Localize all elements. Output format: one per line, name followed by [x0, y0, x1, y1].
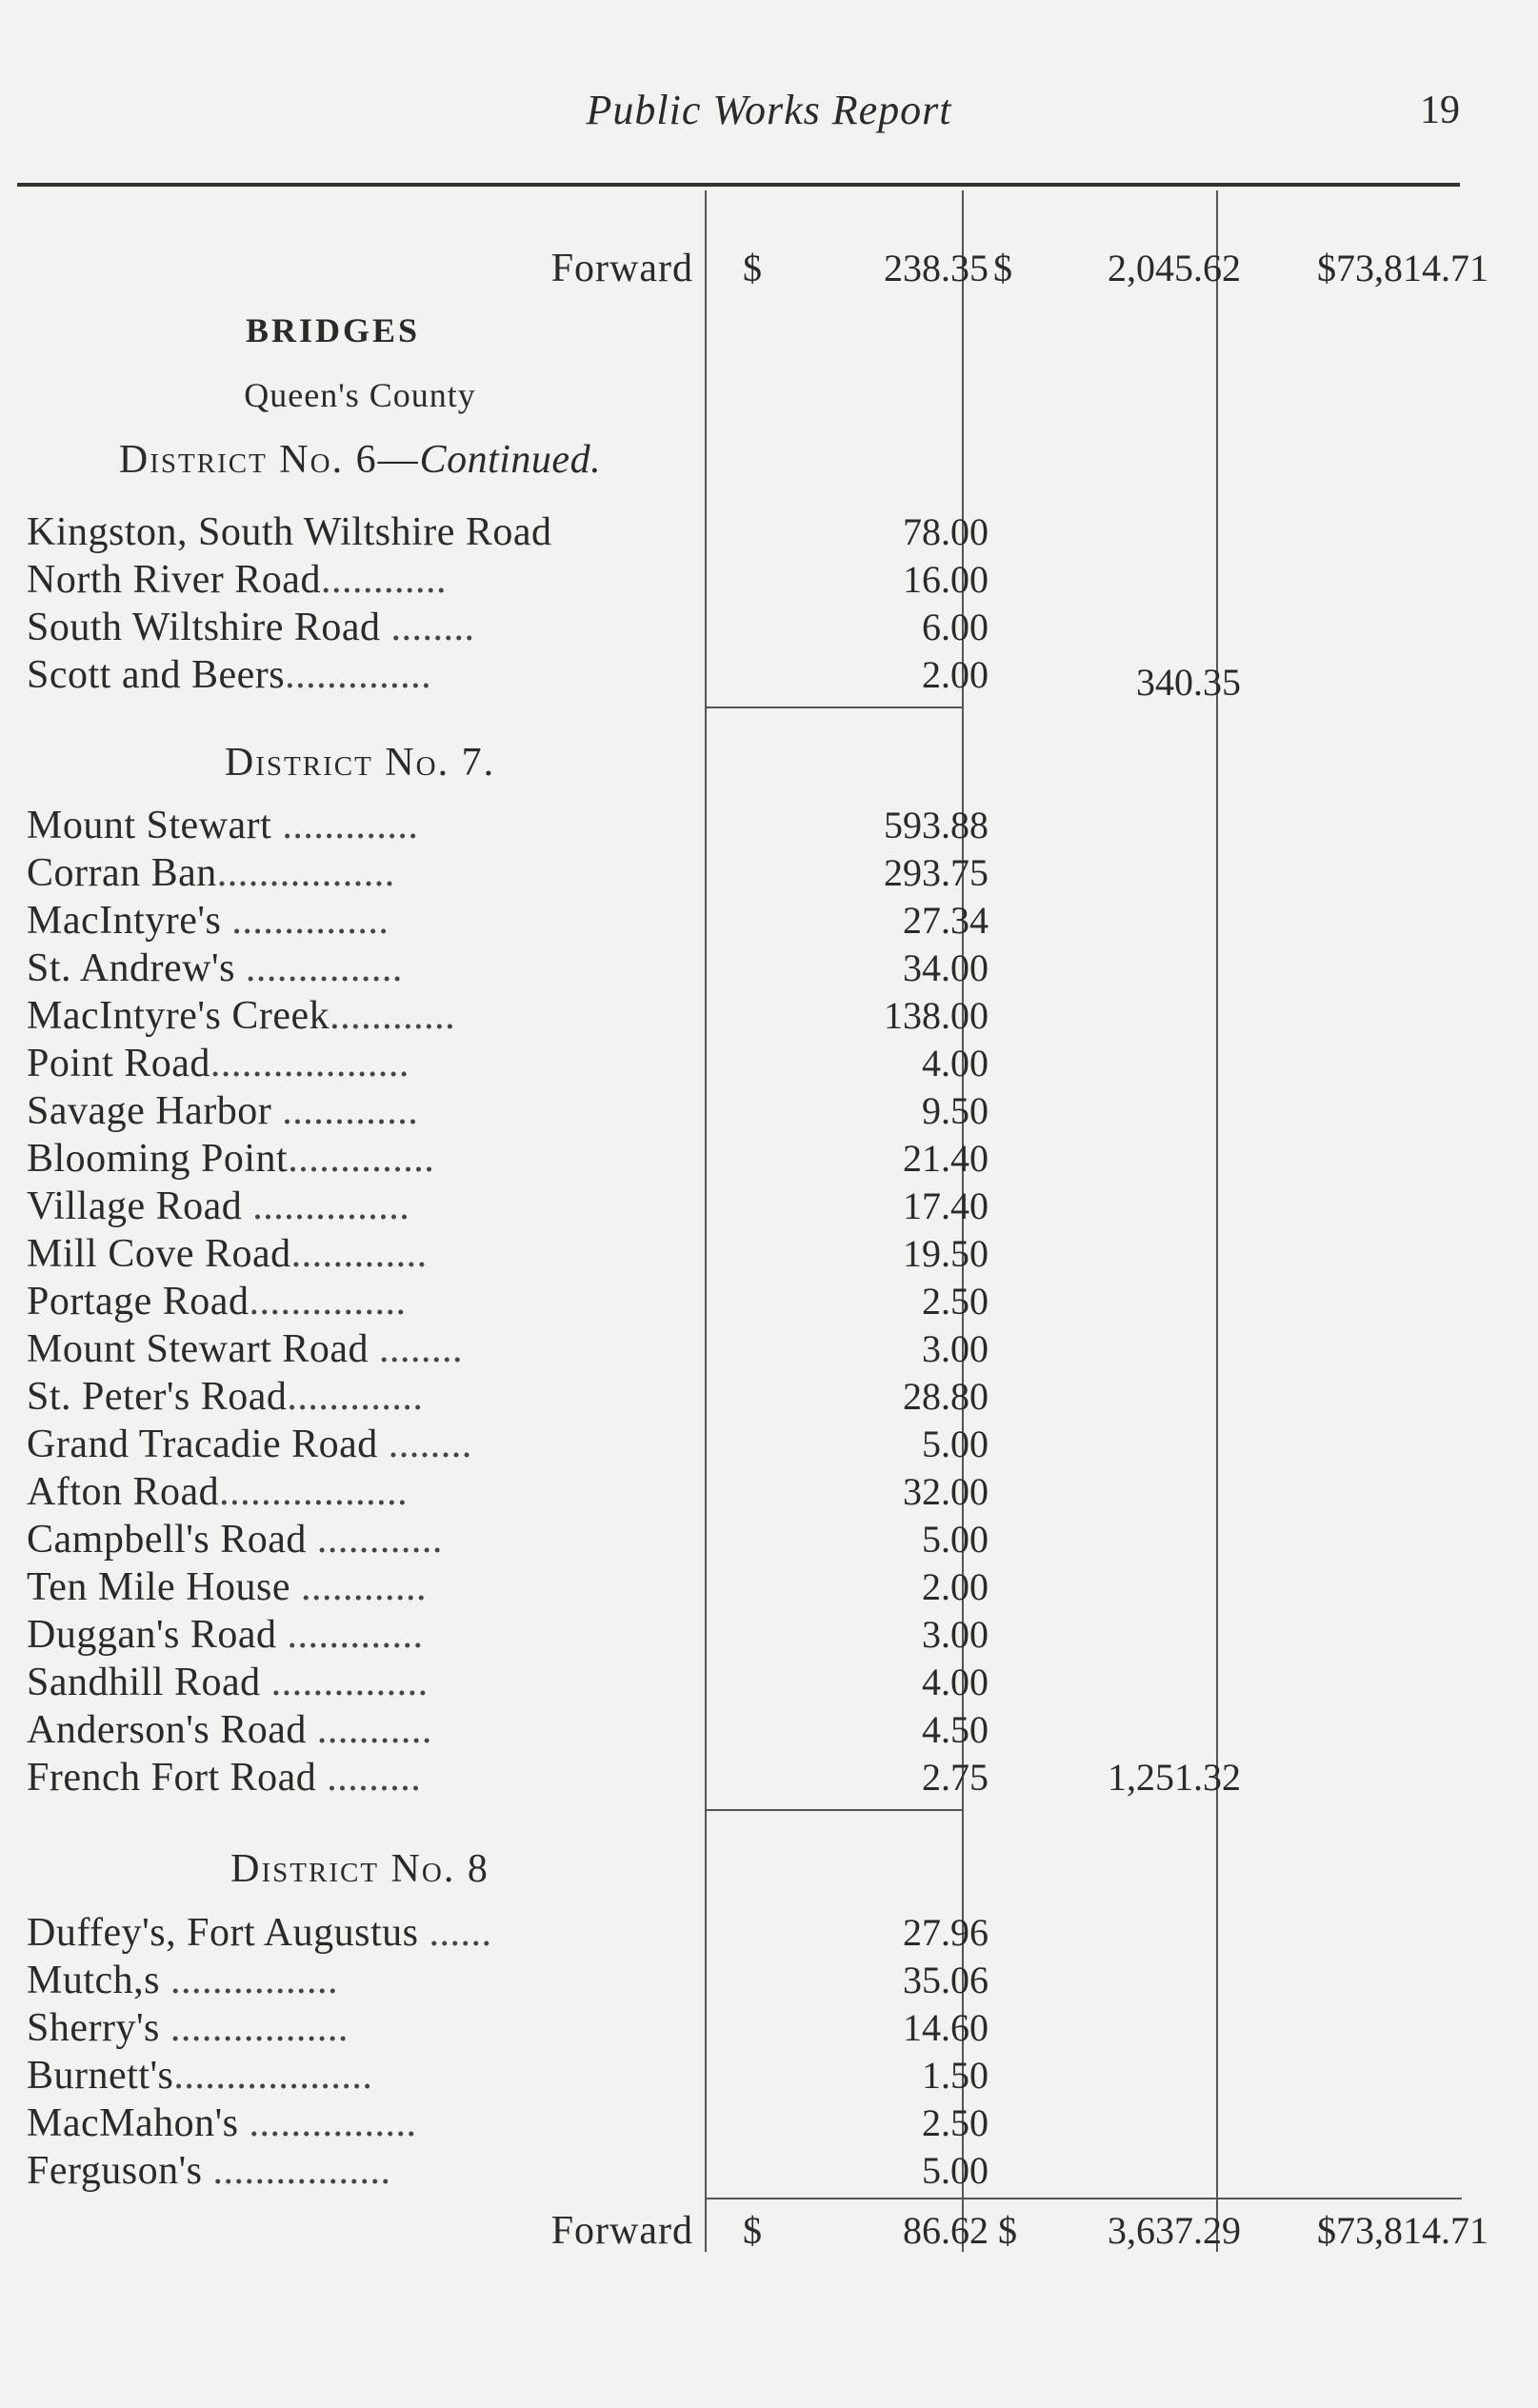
- section-title: [27, 307, 1474, 354]
- item-amount: 5.00: [922, 2149, 989, 2192]
- item-amount: 4.00: [922, 1042, 989, 1085]
- district7-heading-text: District No. 7.: [224, 741, 496, 785]
- forward-row-top: [27, 245, 1488, 292]
- list-item: Grand Tracadie Road ........ 5.00: [27, 1423, 989, 1466]
- item-name: Mutch,s: [27, 1959, 160, 2002]
- list-item: South Wiltshire Road ........ 6.00: [27, 606, 989, 649]
- item-amount: 35.06: [903, 1959, 989, 2001]
- forward-col1: 238.35: [884, 247, 989, 289]
- item-amount: 593.88: [884, 804, 989, 846]
- item-amount: 293.75: [884, 851, 989, 894]
- item-name: Duggan's Road: [27, 1613, 277, 1657]
- item-name: MacMahon's: [27, 2101, 239, 2145]
- list-item: Village Road ............... 17.40: [27, 1184, 989, 1228]
- list-item: Anderson's Road ........... 4.50: [27, 1708, 989, 1752]
- item-amount: 6.00: [922, 606, 989, 648]
- dollar-sign: $: [743, 247, 762, 289]
- forward-label: Forward: [550, 2209, 693, 2253]
- list-item: Burnett's................... 1.50: [27, 2054, 989, 2098]
- forward-col3: $73,814.71: [1317, 2209, 1488, 2252]
- item-amount: 2.00: [922, 653, 989, 696]
- top-rule: [17, 183, 1460, 187]
- item-amount: 138.00: [884, 994, 989, 1037]
- list-item: Sandhill Road ............... 4.00: [27, 1661, 989, 1704]
- item-amount: 2.00: [922, 1565, 989, 1608]
- item-amount: 2.75: [922, 1756, 989, 1799]
- item-name: Duffey's, Fort Augustus: [27, 1911, 419, 1955]
- list-item: Mount Stewart Road ........ 3.00: [27, 1327, 989, 1371]
- item-amount: 4.50: [922, 1708, 989, 1751]
- page-header: [0, 86, 1538, 152]
- list-item: Campbell's Road ............ 5.00: [27, 1518, 989, 1562]
- item-amount: 27.34: [903, 899, 989, 942]
- district6-heading: [27, 436, 1474, 484]
- item-amount: 78.00: [903, 510, 989, 553]
- district6-heading-continued: Continued.: [419, 438, 602, 482]
- list-item: Duggan's Road ............. 3.00: [27, 1613, 989, 1657]
- list-item: [27, 508, 1474, 556]
- item-name: Ferguson's: [27, 2149, 203, 2193]
- item-amount: 5.00: [922, 1518, 989, 1561]
- item-name: Afton Road: [27, 1470, 220, 1514]
- dollar-sign: $: [998, 2209, 1017, 2252]
- running-title: Public Works Report: [586, 87, 952, 133]
- item-name: Mill Cove Road: [27, 1232, 291, 1276]
- item-name: South Wiltshire Road: [27, 606, 381, 649]
- item-amount: 34.00: [903, 946, 989, 989]
- item-amount: 16.00: [903, 558, 989, 601]
- forward-label: Forward: [550, 247, 693, 290]
- item-name: Mount Stewart: [27, 804, 272, 847]
- page-number: 19: [1420, 89, 1460, 132]
- item-name: Blooming Point: [27, 1137, 289, 1181]
- item-name: Sandhill Road: [27, 1661, 261, 1704]
- item-name: Corran Ban: [27, 851, 217, 895]
- county-row: [27, 371, 1474, 419]
- item-amount: 28.80: [903, 1375, 989, 1418]
- subtotal-rule: [705, 1809, 962, 1811]
- list-item: Mount Stewart ............. 593.88: [27, 804, 989, 847]
- dollar-sign: $: [993, 247, 1012, 289]
- district6-total: 340.35: [1136, 661, 1241, 704]
- list-item: St. Peter's Road............. 28.80: [27, 1375, 989, 1419]
- subtotal-rule: [705, 706, 962, 708]
- district7-total: 1,251.32: [1108, 1756, 1241, 1799]
- list-item: MacIntyre's Creek............ 138.00: [27, 994, 989, 1038]
- item-name: Point Road: [27, 1042, 210, 1085]
- forward-col3: $73,814.71: [1317, 247, 1488, 289]
- item-amount: 4.00: [922, 1661, 989, 1703]
- item-amount: 3.00: [922, 1613, 989, 1656]
- list-item: Mutch,s ................ 35.06: [27, 1959, 989, 2002]
- bridges-heading: BRIDGES: [246, 311, 421, 349]
- item-amount: 5.00: [922, 1423, 989, 1465]
- item-name: Village Road: [27, 1184, 243, 1228]
- item-name: St. Peter's Road: [27, 1375, 288, 1419]
- list-item: French Fort Road ......... 2.75 1,251.32: [27, 1756, 1241, 1800]
- district8-heading-text: District No. 8: [230, 1847, 489, 1891]
- item-name: St. Andrew's: [27, 946, 235, 990]
- item-name: Ten Mile House: [27, 1565, 291, 1609]
- item-amount: 14.60: [903, 2006, 989, 2049]
- forward-col2: 3,637.29: [1108, 2209, 1241, 2252]
- bottom-rule: [705, 2198, 1462, 2199]
- item-amount: 17.40: [903, 1184, 989, 1227]
- forward-col1: 86.62: [903, 2209, 989, 2252]
- item-name: Portage Road: [27, 1280, 250, 1323]
- item-name: Mount Stewart Road: [27, 1327, 369, 1371]
- item-name: French Fort Road: [27, 1756, 317, 1800]
- item-amount: 19.50: [903, 1232, 989, 1275]
- list-item: Mill Cove Road............. 19.50: [27, 1232, 989, 1276]
- list-item: St. Andrew's ............... 34.00: [27, 946, 989, 990]
- district7-heading: [27, 739, 1474, 786]
- list-item: MacMahon's ................ 2.50: [27, 2101, 989, 2145]
- item-name: MacIntyre's: [27, 899, 222, 943]
- item-name: Campbell's Road: [27, 1518, 307, 1562]
- item-name: Sherry's: [27, 2006, 160, 2050]
- list-item: MacIntyre's ............... 27.34: [27, 899, 989, 943]
- item-name: Scott and Beers: [27, 653, 286, 697]
- forward-col2: 2,045.62: [1108, 247, 1241, 289]
- list-item: Ferguson's ................. 5.00: [27, 2149, 989, 2193]
- item-name: Anderson's Road: [27, 1708, 307, 1752]
- item-amount: 3.00: [922, 1327, 989, 1370]
- item-name: Grand Tracadie Road: [27, 1423, 378, 1466]
- district6-heading-main: District No. 6—: [118, 438, 420, 482]
- item-name: Savage Harbor: [27, 1089, 272, 1133]
- list-item: Ten Mile House ............ 2.00: [27, 1565, 989, 1609]
- list-item: Blooming Point.............. 21.40: [27, 1137, 989, 1181]
- list-item: Duffey's, Fort Augustus ...... 27.96: [27, 1911, 989, 1955]
- list-item: Corran Ban................. 293.75: [27, 851, 989, 895]
- item-name: Burnett's: [27, 2054, 174, 2098]
- list-item: Savage Harbor ............. 9.50: [27, 1089, 989, 1133]
- item-name: MacIntyre's Creek: [27, 994, 330, 1038]
- list-item: Portage Road............... 2.50: [27, 1280, 989, 1323]
- item-name: Kingston, South Wiltshire Road: [27, 510, 552, 554]
- item-amount: 32.00: [903, 1470, 989, 1513]
- list-item: North River Road............ 16.00: [27, 558, 989, 602]
- item-amount: 1.50: [922, 2054, 989, 2097]
- county-heading: Queen's County: [244, 376, 476, 414]
- item-amount: 27.96: [903, 1911, 989, 1954]
- list-item: Scott and Beers.............. 2.00 340.35: [27, 651, 1474, 699]
- district8-heading: [27, 1845, 1474, 1893]
- list-item: Point Road................... 4.00: [27, 1042, 989, 1085]
- dollar-sign: $: [743, 2209, 762, 2252]
- item-amount: 2.50: [922, 1280, 989, 1323]
- item-amount: 21.40: [903, 1137, 989, 1180]
- item-name: North River Road: [27, 558, 321, 602]
- list-item: Sherry's ................. 14.60: [27, 2006, 989, 2050]
- list-item: Afton Road.................. 32.00: [27, 1470, 989, 1514]
- forward-row-bottom: [27, 2207, 1488, 2255]
- item-amount: 2.50: [922, 2101, 989, 2144]
- item-amount: 9.50: [922, 1089, 989, 1132]
